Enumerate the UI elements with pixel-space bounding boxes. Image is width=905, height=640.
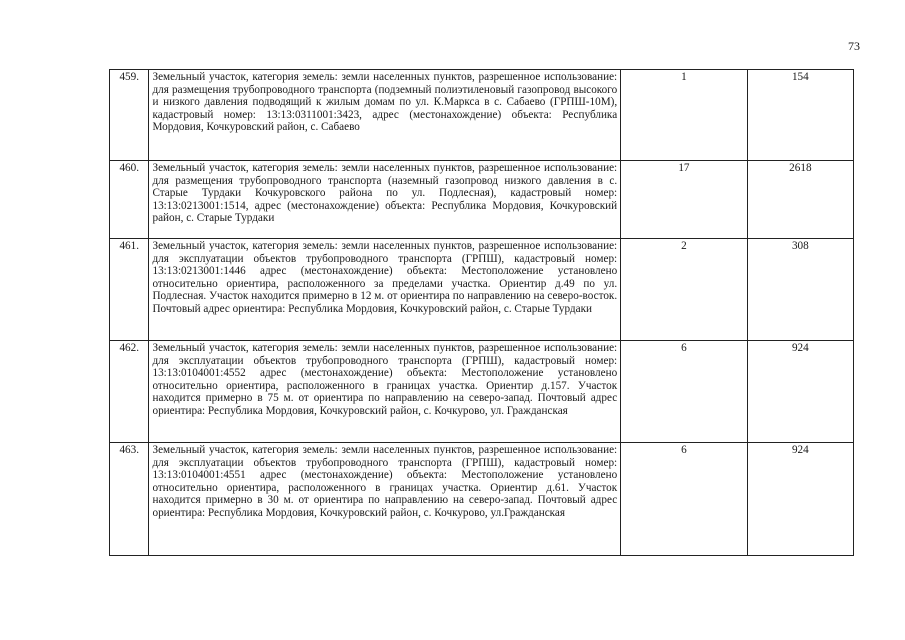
row-area: 2618: [747, 161, 853, 239]
table-row: [110, 341, 854, 443]
row-description: Земельный участок, категория земель: земли населенных пунктов, разрешенное использование: для размещения трубопроводного транспорта (подземный полиэтиленовый газопровод высокого и низкого давления подводящий к жилым домам по ул. К.Маркса в с. Сабаево (ГРПШ-10М), кадастровый номер: 13:13:0311001:3423, адрес (местонахождение) объекта: Республика Мордовия, Кочкуровский район, с. Сабаево: [149, 70, 621, 161]
table-row: [110, 161, 854, 239]
row-quantity: 2: [621, 239, 748, 341]
table-row: [110, 70, 854, 161]
row-area: 154: [747, 70, 853, 161]
row-description: Земельный участок, категория земель: земли населенных пунктов, разрешенное использование: для эксплуатации объектов трубопроводного транспорта (ГРПШ), кадастровый номер: 13:13:0104001:4552 адрес (местонахождение) объекта: Местоположение установлено относительно ориентира, расположенного в границах участка. Ориентир д.157. Участок находится примерно в 75 м. от ориентира по направлению на северо-запад. Почтовый адрес ориентира: Республика Мордовия, Кочкуровский район, с. Кочкурово, ул. Гражданская: [149, 341, 621, 443]
row-quantity: 17: [621, 161, 748, 239]
table-row: [110, 239, 854, 341]
row-area: 924: [747, 443, 853, 556]
row-number: 459.: [110, 70, 149, 161]
row-quantity: 6: [621, 443, 748, 556]
page-number: 73: [848, 39, 860, 53]
row-description: Земельный участок, категория земель: земли населенных пунктов, разрешенное использование: для размещения трубопроводного транспорта (наземный газопровод низкого давления в с. Старые Турдаки Кочкуровского района по ул. Подлесная), кадастровый номер: 13:13:0213001:1514, адрес (местонахождение) объекта: Республика Мордовия, Кочкуровский район, с. Старые Турдаки: [149, 161, 621, 239]
row-area: 308: [747, 239, 853, 341]
row-number: 462.: [110, 341, 149, 443]
row-number: 461.: [110, 239, 149, 341]
land-plot-table: [109, 69, 854, 556]
row-quantity: 1: [621, 70, 748, 161]
row-number: 463.: [110, 443, 149, 556]
row-description: Земельный участок, категория земель: земли населенных пунктов, разрешенное использование: для эксплуатации объектов трубопроводного транспорта (ГРПШ), кадастровый номер: 13:13:0213001:1446 адрес (местонахождение) объекта: Местоположение установлено относительно ориентира, расположенного за пределами участка. Ориентир д.49 по ул. Подлесная. Участок находится примерно в 12 м. от ориентира по направлению на северо-восток. Почтовый адрес ориентира: Республика Мордовия, Кочкуровский район, с. Старые Турдаки: [149, 239, 621, 341]
row-quantity: 6: [621, 341, 748, 443]
row-number: 460.: [110, 161, 149, 239]
table-row: [110, 443, 854, 556]
row-description: Земельный участок, категория земель: земли населенных пунктов, разрешенное использование: для эксплуатации объектов трубопроводного транспорта (ГРПШ), кадастровый номер: 13:13:0104001:4551 адрес (местонахождение) объекта: Местоположение установлено относительно ориентира, расположенного в границах участка. Ориентир д.61. Участок находится примерно в 30 м. от ориентира по направлению на северо-запад. Почтовый адрес ориентира: Республика Мордовия, Кочкуровский район, с. Кочкурово, ул.Гражданская: [149, 443, 621, 556]
row-area: 924: [747, 341, 853, 443]
